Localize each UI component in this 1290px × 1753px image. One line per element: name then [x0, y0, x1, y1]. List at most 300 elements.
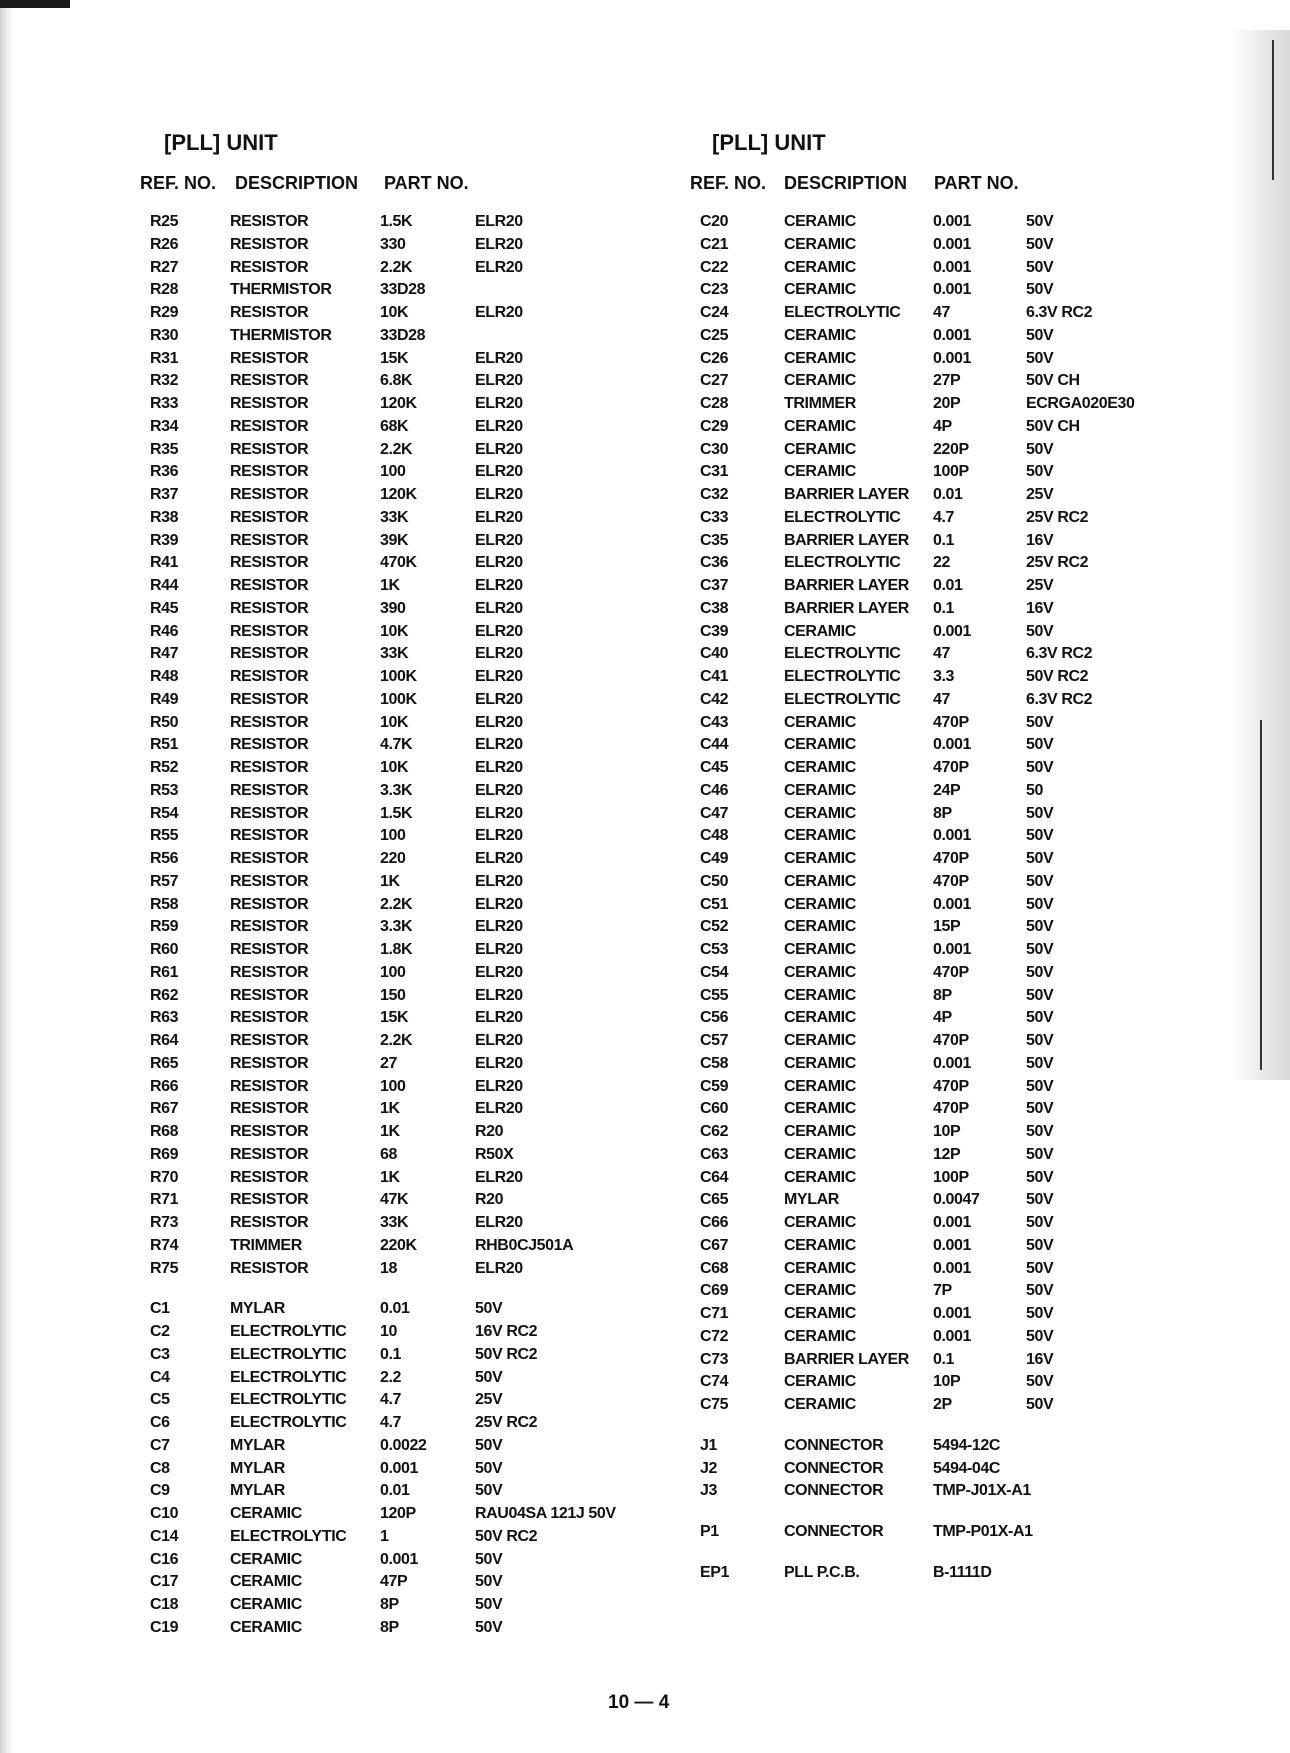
description: ELECTROLYTIC — [230, 1414, 347, 1431]
ref-no: R69 — [150, 1145, 179, 1163]
part-spec: ELR20 — [475, 781, 523, 799]
part-spec: ELR20 — [475, 213, 523, 230]
description: RESISTOR — [230, 1214, 309, 1231]
description: CERAMIC — [784, 372, 856, 390]
part-no: 47 — [933, 304, 950, 321]
part-no: 0.001 — [933, 235, 972, 253]
part-no: 470P — [933, 1077, 969, 1095]
part-spec: ELR20 — [475, 963, 523, 981]
description: BARRIER LAYER — [784, 531, 909, 549]
part-no: 27 — [380, 1054, 397, 1072]
ref-no: R25 — [150, 213, 179, 230]
right-parts-list — [700, 211, 1180, 1585]
part-no: 10P — [933, 1373, 961, 1391]
ref-no: R75 — [150, 1259, 179, 1277]
ref-no: C28 — [700, 395, 729, 412]
description: RESISTOR — [230, 440, 309, 458]
description: RESISTOR — [230, 213, 309, 230]
ref-no: C2 — [150, 1323, 170, 1340]
right-unit-title: [PLL] UNIT — [712, 130, 826, 155]
part-no: 1.5K — [380, 213, 413, 230]
part-spec: ELR20 — [475, 508, 523, 526]
description: RESISTOR — [230, 349, 309, 367]
part-spec: ELR20 — [475, 1009, 523, 1027]
ref-no: C57 — [700, 1032, 729, 1049]
part-spec: ELR20 — [475, 872, 523, 890]
part-row — [700, 257, 1180, 280]
description: CERAMIC — [784, 349, 856, 367]
part-no: TMP-J01X-A1 — [933, 1482, 1031, 1500]
part-row — [150, 621, 670, 644]
description: CERAMIC — [230, 1618, 302, 1636]
part-row — [150, 871, 670, 894]
part-no: 0.1 — [933, 531, 955, 549]
ref-no: C47 — [700, 804, 729, 822]
part-row — [700, 211, 1180, 234]
part-spec: R20 — [475, 1123, 504, 1140]
part-spec: 50V — [1026, 213, 1054, 230]
part-spec: 25V RC2 — [1026, 508, 1089, 526]
part-spec: 50V — [1026, 1145, 1054, 1163]
group-spacer — [150, 1280, 670, 1298]
description: RESISTOR — [230, 1054, 309, 1072]
description: CONNECTOR — [784, 1482, 884, 1500]
part-no: 0.001 — [933, 736, 972, 754]
ref-no: C24 — [700, 304, 729, 321]
ref-no: R47 — [150, 645, 179, 663]
part-no: 0.001 — [933, 1259, 972, 1277]
ref-no: R44 — [150, 577, 179, 594]
part-spec: 50V — [1026, 235, 1054, 253]
description: RESISTOR — [230, 372, 309, 390]
part-spec: 50V — [475, 1300, 503, 1318]
part-row — [150, 1344, 670, 1367]
part-row — [700, 416, 1180, 439]
description: CERAMIC — [784, 713, 856, 731]
ref-no: R27 — [150, 258, 179, 276]
part-spec: 50V — [1026, 1123, 1054, 1140]
part-spec: 50V — [475, 1550, 503, 1568]
part-spec: 25V RC2 — [1026, 554, 1089, 572]
description: CERAMIC — [784, 827, 856, 845]
part-row — [700, 962, 1180, 985]
part-row — [150, 1526, 670, 1549]
part-no: 470P — [933, 1100, 969, 1118]
part-no: 2.2 — [380, 1368, 402, 1386]
part-row — [700, 1121, 1180, 1144]
part-spec: 50V — [475, 1459, 503, 1477]
ref-no: R52 — [150, 759, 179, 776]
part-row — [150, 825, 670, 848]
part-row — [700, 1076, 1180, 1099]
description: MYLAR — [230, 1300, 285, 1318]
ref-no: C36 — [700, 554, 729, 572]
part-spec: ELR20 — [475, 827, 523, 845]
part-no: 7P — [933, 1282, 952, 1300]
part-row — [700, 302, 1180, 325]
part-spec: 50V — [1026, 463, 1054, 481]
part-row — [150, 1189, 670, 1212]
part-row — [150, 985, 670, 1008]
part-spec: 25V — [1026, 486, 1054, 503]
part-row — [700, 803, 1180, 826]
description: RESISTOR — [230, 1032, 309, 1049]
description: RESISTOR — [230, 941, 309, 958]
part-row — [700, 1212, 1180, 1235]
ref-no: C38 — [700, 599, 729, 617]
part-row — [700, 575, 1180, 598]
ref-no: C68 — [700, 1259, 729, 1277]
part-spec: RHB0CJ501A — [475, 1236, 574, 1254]
part-row — [150, 348, 670, 371]
part-no: 47 — [933, 690, 950, 708]
description: RESISTOR — [230, 1259, 309, 1277]
part-spec: ELR20 — [475, 1100, 523, 1118]
ref-no: R34 — [150, 417, 179, 435]
part-row — [150, 1212, 670, 1235]
part-no: 1K — [380, 1100, 400, 1118]
description: RESISTOR — [230, 736, 309, 754]
part-no: 220P — [933, 440, 969, 458]
part-no: 15K — [380, 349, 409, 367]
description: RESISTOR — [230, 304, 309, 321]
part-spec: 50V — [475, 1482, 503, 1500]
description: CERAMIC — [784, 941, 856, 958]
description: CERAMIC — [784, 1145, 856, 1163]
part-row — [150, 598, 670, 621]
part-spec: ECRGA020E30 — [1026, 395, 1135, 412]
part-row — [150, 279, 670, 302]
description: RESISTOR — [230, 235, 309, 253]
ref-no: R56 — [150, 850, 179, 867]
right-header-part: PART NO. — [934, 173, 1019, 193]
part-spec: ELR20 — [475, 690, 523, 708]
part-no: 4.7 — [380, 1391, 402, 1409]
ref-no: R51 — [150, 736, 179, 754]
part-row — [150, 1594, 670, 1617]
part-spec: 50V RC2 — [475, 1527, 538, 1545]
ref-no: C16 — [150, 1550, 179, 1568]
description: ELECTROLYTIC — [230, 1345, 347, 1363]
part-no: 100P — [933, 1168, 969, 1186]
part-no: 220K — [380, 1236, 417, 1254]
part-no: 2.2K — [380, 440, 413, 458]
part-spec: ELR20 — [475, 895, 523, 913]
ref-no: C64 — [700, 1168, 729, 1186]
part-row — [150, 1503, 670, 1526]
part-spec: ELR20 — [475, 349, 523, 367]
ref-no: C9 — [150, 1482, 170, 1500]
description: CERAMIC — [784, 213, 856, 230]
description: CERAMIC — [784, 1123, 856, 1140]
part-no: 24P — [933, 781, 961, 799]
part-no: 470P — [933, 963, 969, 981]
part-row — [150, 416, 670, 439]
description: CERAMIC — [784, 258, 856, 276]
part-row — [150, 916, 670, 939]
part-no: 22 — [933, 554, 950, 572]
ref-no: R74 — [150, 1236, 179, 1254]
description: ELECTROLYTIC — [784, 690, 901, 708]
part-spec: 50V CH — [1026, 372, 1080, 390]
ref-no: C18 — [150, 1596, 179, 1613]
ref-no: C17 — [150, 1573, 179, 1591]
part-row — [150, 302, 670, 325]
description: CERAMIC — [784, 281, 856, 299]
part-spec: 6.3V RC2 — [1026, 645, 1093, 663]
part-row — [700, 484, 1180, 507]
part-spec: 6.3V RC2 — [1026, 690, 1093, 708]
part-no: 8P — [933, 986, 952, 1004]
part-no: 47 — [933, 645, 950, 663]
part-no: 0.001 — [933, 213, 972, 230]
part-spec: 50V — [1026, 622, 1054, 640]
description: RESISTOR — [230, 668, 309, 685]
part-row — [700, 461, 1180, 484]
description: CERAMIC — [230, 1505, 302, 1522]
ref-no: R46 — [150, 622, 179, 640]
part-row — [700, 894, 1180, 917]
part-spec: 50V — [475, 1618, 503, 1636]
part-no: 4.7K — [380, 736, 413, 754]
description: CERAMIC — [784, 1373, 856, 1391]
ref-no: C10 — [150, 1505, 179, 1522]
ref-no: C14 — [150, 1527, 179, 1545]
ref-no: C73 — [700, 1350, 729, 1368]
part-spec: 50 — [1026, 781, 1043, 799]
part-row — [150, 1412, 670, 1435]
part-spec: 50V CH — [1026, 417, 1080, 435]
part-spec: ELR20 — [475, 622, 523, 640]
description: RESISTOR — [230, 1100, 309, 1118]
part-no: 0.001 — [933, 941, 972, 958]
part-no: 0.001 — [933, 349, 972, 367]
part-spec: 50V — [1026, 895, 1054, 913]
part-row — [700, 1371, 1180, 1394]
part-no: 20P — [933, 395, 961, 412]
part-spec: ELR20 — [475, 258, 523, 276]
part-spec: 50V — [1026, 1214, 1054, 1231]
ref-no: C5 — [150, 1391, 170, 1409]
part-row — [150, 1167, 670, 1190]
description: BARRIER LAYER — [784, 577, 909, 594]
ref-no: C66 — [700, 1214, 729, 1231]
description: TRIMMER — [230, 1236, 302, 1254]
ref-no: C19 — [150, 1618, 179, 1636]
part-spec: ELR20 — [475, 941, 523, 958]
part-row — [700, 939, 1180, 962]
ref-no: C46 — [700, 781, 729, 799]
part-spec: ELR20 — [475, 1259, 523, 1277]
description: RESISTOR — [230, 486, 309, 503]
ref-no: J2 — [700, 1459, 717, 1477]
part-row — [150, 461, 670, 484]
ref-no: C75 — [700, 1396, 729, 1413]
part-no: 68K — [380, 417, 409, 435]
part-no: 100P — [933, 463, 969, 481]
part-row — [700, 1030, 1180, 1053]
description: RESISTOR — [230, 713, 309, 731]
ref-no: R37 — [150, 486, 179, 503]
part-row — [700, 757, 1180, 780]
part-no: TMP-P01X-A1 — [933, 1523, 1033, 1540]
description: CERAMIC — [784, 1282, 856, 1300]
ref-no: C4 — [150, 1368, 170, 1386]
ref-no: R59 — [150, 918, 179, 936]
ref-no: R31 — [150, 349, 179, 367]
part-no: 1K — [380, 872, 400, 890]
part-spec: ELR20 — [475, 304, 523, 321]
part-row — [700, 598, 1180, 621]
part-row — [150, 211, 670, 234]
ref-no: R61 — [150, 963, 179, 981]
part-no: 2P — [933, 1396, 952, 1413]
description: CERAMIC — [784, 781, 856, 799]
scan-left-shadow — [0, 0, 14, 1753]
part-row — [700, 825, 1180, 848]
part-row — [700, 552, 1180, 575]
part-no: 5494-04C — [933, 1459, 1001, 1477]
part-spec: ELR20 — [475, 850, 523, 867]
part-no: 10K — [380, 759, 409, 776]
ref-no: R62 — [150, 986, 179, 1004]
right-header-description: DESCRIPTION — [784, 173, 908, 193]
part-spec: ELR20 — [475, 554, 523, 572]
part-no: 470P — [933, 872, 969, 890]
part-no: 100 — [380, 963, 406, 981]
part-row — [700, 1258, 1180, 1281]
part-no: 100 — [380, 1077, 406, 1095]
part-no: 0.0022 — [380, 1436, 427, 1454]
part-no: 100 — [380, 827, 406, 845]
ref-no: C31 — [700, 463, 729, 481]
part-row — [150, 575, 670, 598]
part-row — [700, 871, 1180, 894]
description: RESISTOR — [230, 577, 309, 594]
part-spec: 50V — [1026, 1282, 1054, 1300]
description: CERAMIC — [784, 1168, 856, 1186]
part-no: 6.8K — [380, 372, 413, 390]
ref-no: R49 — [150, 690, 179, 708]
part-spec: 50V — [1026, 1259, 1054, 1277]
part-no: 0.01 — [380, 1482, 410, 1500]
description: ELECTROLYTIC — [230, 1368, 347, 1386]
part-no: 8P — [933, 804, 952, 822]
description: CERAMIC — [784, 1236, 856, 1254]
part-no: 8P — [380, 1596, 399, 1613]
description: CERAMIC — [784, 1214, 856, 1231]
part-row — [150, 439, 670, 462]
part-row — [700, 1098, 1180, 1121]
part-spec: ELR20 — [475, 986, 523, 1004]
description: RESISTOR — [230, 759, 309, 776]
part-spec: ELR20 — [475, 395, 523, 412]
part-row — [150, 1298, 670, 1321]
description: RESISTOR — [230, 918, 309, 936]
part-row — [150, 1321, 670, 1344]
part-no: 33D28 — [380, 326, 426, 344]
part-spec: ELR20 — [475, 736, 523, 754]
part-row — [700, 1326, 1180, 1349]
part-row — [150, 507, 670, 530]
part-row — [700, 1349, 1180, 1372]
ref-no: C60 — [700, 1100, 729, 1118]
part-no: 10P — [933, 1123, 961, 1140]
ref-no: C42 — [700, 690, 729, 708]
description: RESISTOR — [230, 508, 309, 526]
part-no: 15K — [380, 1009, 409, 1027]
part-spec: 50V — [1026, 1373, 1054, 1391]
part-spec: 50V — [1026, 1236, 1054, 1254]
description: MYLAR — [784, 1191, 839, 1209]
part-no: 0.001 — [380, 1459, 419, 1477]
part-no: 0.001 — [933, 258, 972, 276]
scan-edge-line — [1260, 720, 1262, 1070]
description: MYLAR — [230, 1459, 285, 1477]
part-spec: ELR20 — [475, 486, 523, 503]
description: ELECTROLYTIC — [784, 554, 901, 572]
part-no: 100K — [380, 690, 417, 708]
ref-no: C21 — [700, 235, 729, 253]
left-header-part: PART NO. — [384, 173, 469, 193]
ref-no: C7 — [150, 1436, 170, 1454]
description: CERAMIC — [784, 326, 856, 344]
description: CERAMIC — [230, 1550, 302, 1568]
right-header-ref: REF. NO. — [690, 173, 767, 193]
group-spacer — [700, 1544, 1180, 1562]
part-row — [700, 1007, 1180, 1030]
description: MYLAR — [230, 1482, 285, 1500]
ref-no: R38 — [150, 508, 179, 526]
ref-no: C56 — [700, 1009, 729, 1027]
description: CERAMIC — [784, 1259, 856, 1277]
part-no: 100K — [380, 668, 417, 685]
description: RESISTOR — [230, 690, 309, 708]
part-row — [150, 325, 670, 348]
description: ELECTROLYTIC — [784, 304, 901, 321]
part-row — [150, 1053, 670, 1076]
part-row — [150, 962, 670, 985]
part-no: 0.001 — [380, 1550, 419, 1568]
ref-no: C6 — [150, 1414, 170, 1431]
ref-no: C58 — [700, 1054, 729, 1072]
part-no: 12P — [933, 1145, 961, 1163]
ref-no: R66 — [150, 1077, 179, 1095]
description: BARRIER LAYER — [784, 1350, 909, 1368]
part-spec: ELR20 — [475, 759, 523, 776]
part-no: 2.2K — [380, 258, 413, 276]
ref-no: R39 — [150, 531, 179, 549]
group-spacer — [700, 1503, 1180, 1521]
description: CERAMIC — [784, 872, 856, 890]
part-no: 39K — [380, 531, 409, 549]
ref-no: C49 — [700, 850, 729, 867]
part-row — [700, 325, 1180, 348]
description: RESISTOR — [230, 554, 309, 572]
part-no: 1.5K — [380, 804, 413, 822]
part-spec: 50V — [1026, 986, 1054, 1004]
ref-no: R30 — [150, 326, 179, 344]
part-row — [700, 1435, 1180, 1458]
part-row — [150, 1571, 670, 1594]
part-row — [150, 643, 670, 666]
part-row — [150, 370, 670, 393]
part-row — [700, 1394, 1180, 1417]
ref-no: C27 — [700, 372, 729, 390]
part-no: 3.3 — [933, 668, 955, 685]
description: RESISTOR — [230, 622, 309, 640]
part-spec: ELR20 — [475, 372, 523, 390]
